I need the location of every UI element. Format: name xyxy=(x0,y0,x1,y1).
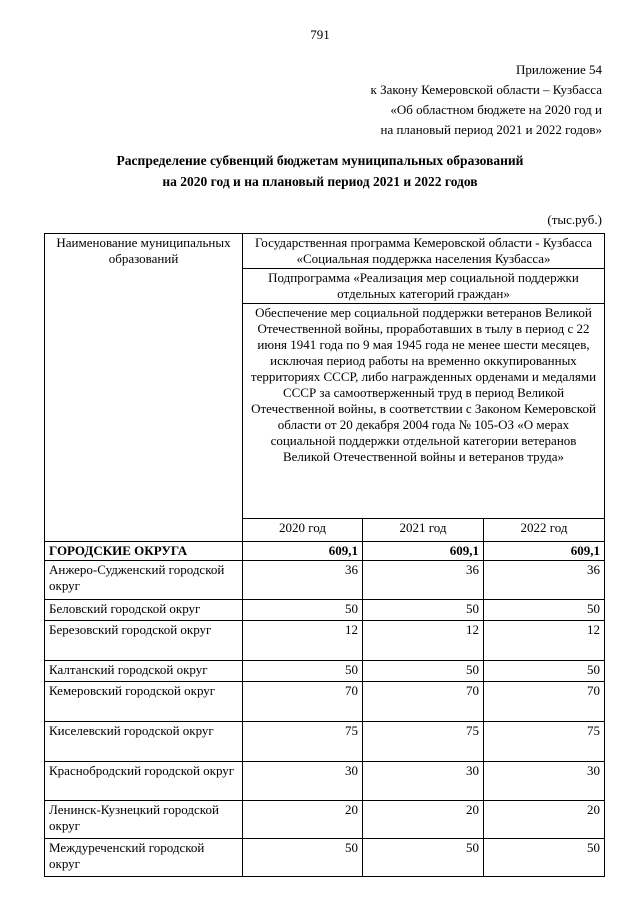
appendix-block xyxy=(371,60,603,140)
header-row-program xyxy=(45,234,605,269)
total-value-2021: 609,1 xyxy=(363,542,484,561)
row-value-2022: 20 xyxy=(484,801,605,839)
table-row xyxy=(45,561,605,600)
row-value-2021: 75 xyxy=(363,722,484,762)
document-title xyxy=(0,150,640,192)
row-name: Кемеровский городской округ xyxy=(45,682,243,722)
row-value-2022: 12 xyxy=(484,621,605,661)
program-header: Государственная программа Кемеровской области - Кузбасса «Социальная поддержка населения Кузбасса» xyxy=(243,234,605,269)
table-row xyxy=(45,839,605,877)
row-value-2021: 20 xyxy=(363,801,484,839)
page-number: 791 xyxy=(310,27,330,42)
row-name: Междуреченский городской округ xyxy=(45,839,243,877)
row-value-2021: 36 xyxy=(363,561,484,600)
year-header-2020: 2020 год xyxy=(243,519,363,542)
row-value-2022: 30 xyxy=(484,762,605,801)
row-value-2020: 50 xyxy=(243,661,363,682)
row-value-2021: 50 xyxy=(363,839,484,877)
appendix-line: Приложение 54 xyxy=(515,62,602,77)
row-value-2022: 50 xyxy=(484,839,605,877)
table-row xyxy=(45,621,605,661)
table-row xyxy=(45,661,605,682)
row-value-2021: 50 xyxy=(363,661,484,682)
table-row xyxy=(45,801,605,839)
row-name: Калтанский городской округ xyxy=(45,661,243,682)
table-row xyxy=(45,600,605,621)
name-column-header: Наименование муниципальных образований xyxy=(45,234,243,542)
row-value-2020: 75 xyxy=(243,722,363,762)
row-value-2021: 12 xyxy=(363,621,484,661)
row-name: Березовский городской округ xyxy=(45,621,243,661)
row-value-2020: 50 xyxy=(243,839,363,877)
measure-header: Обеспечение мер социальной поддержки ветеранов Великой Отечественной войны, проработавших в тылу в период с 22 июня 1941 года по 9 мая 1945 года не менее шести месяцев, исключая период работы на временно оккупированных территориях СССР, либо награжденных орденами и медалями СССР за самоотверженный труд в период Великой Отечественной войны, в соответствии с Законом Кемеровской области от 20 декабря 2004 года № 105-ОЗ «О мерах социальной поддержки отдельной категории ветеранов Великой Отечественной войны и ветеранов труда» xyxy=(243,304,605,519)
row-value-2021: 30 xyxy=(363,762,484,801)
row-value-2022: 75 xyxy=(484,722,605,762)
table-row xyxy=(45,682,605,722)
appendix-line: на плановый период 2021 и 2022 годов» xyxy=(380,122,602,137)
row-value-2022: 50 xyxy=(484,600,605,621)
total-value-2020: 609,1 xyxy=(243,542,363,561)
unit-label: (тыс.руб.) xyxy=(547,212,602,227)
total-row xyxy=(45,542,605,561)
row-name: Краснобродский городской округ xyxy=(45,762,243,801)
row-value-2021: 70 xyxy=(363,682,484,722)
row-value-2020: 36 xyxy=(243,561,363,600)
subvention-table xyxy=(44,233,605,877)
row-name: Беловский городской округ xyxy=(45,600,243,621)
year-header-2021: 2021 год xyxy=(363,519,484,542)
row-value-2020: 30 xyxy=(243,762,363,801)
row-name: Киселевский городской округ xyxy=(45,722,243,762)
title-line: Распределение субвенций бюджетам муниципальных образований xyxy=(116,153,524,168)
appendix-line: к Закону Кемеровской области – Кузбасса xyxy=(370,82,602,97)
row-value-2022: 70 xyxy=(484,682,605,722)
table-row xyxy=(45,762,605,801)
row-value-2022: 36 xyxy=(484,561,605,600)
subprogram-header: Подпрограмма «Реализация мер социальной поддержки отдельных категорий граждан» xyxy=(243,269,605,304)
row-value-2021: 50 xyxy=(363,600,484,621)
title-line: на 2020 год и на плановый период 2021 и 2022 годов xyxy=(162,174,478,189)
year-header-2022: 2022 год xyxy=(484,519,605,542)
appendix-line: «Об областном бюджете на 2020 год и xyxy=(390,102,602,117)
row-value-2022: 50 xyxy=(484,661,605,682)
row-name: Ленинск-Кузнецкий городской округ xyxy=(45,801,243,839)
row-value-2020: 50 xyxy=(243,600,363,621)
row-value-2020: 70 xyxy=(243,682,363,722)
table-row xyxy=(45,722,605,762)
row-name: Анжеро-Судженский городской округ xyxy=(45,561,243,600)
row-value-2020: 12 xyxy=(243,621,363,661)
total-row-name: ГОРОДСКИЕ ОКРУГА xyxy=(45,542,243,561)
total-value-2022: 609,1 xyxy=(484,542,605,561)
row-value-2020: 20 xyxy=(243,801,363,839)
